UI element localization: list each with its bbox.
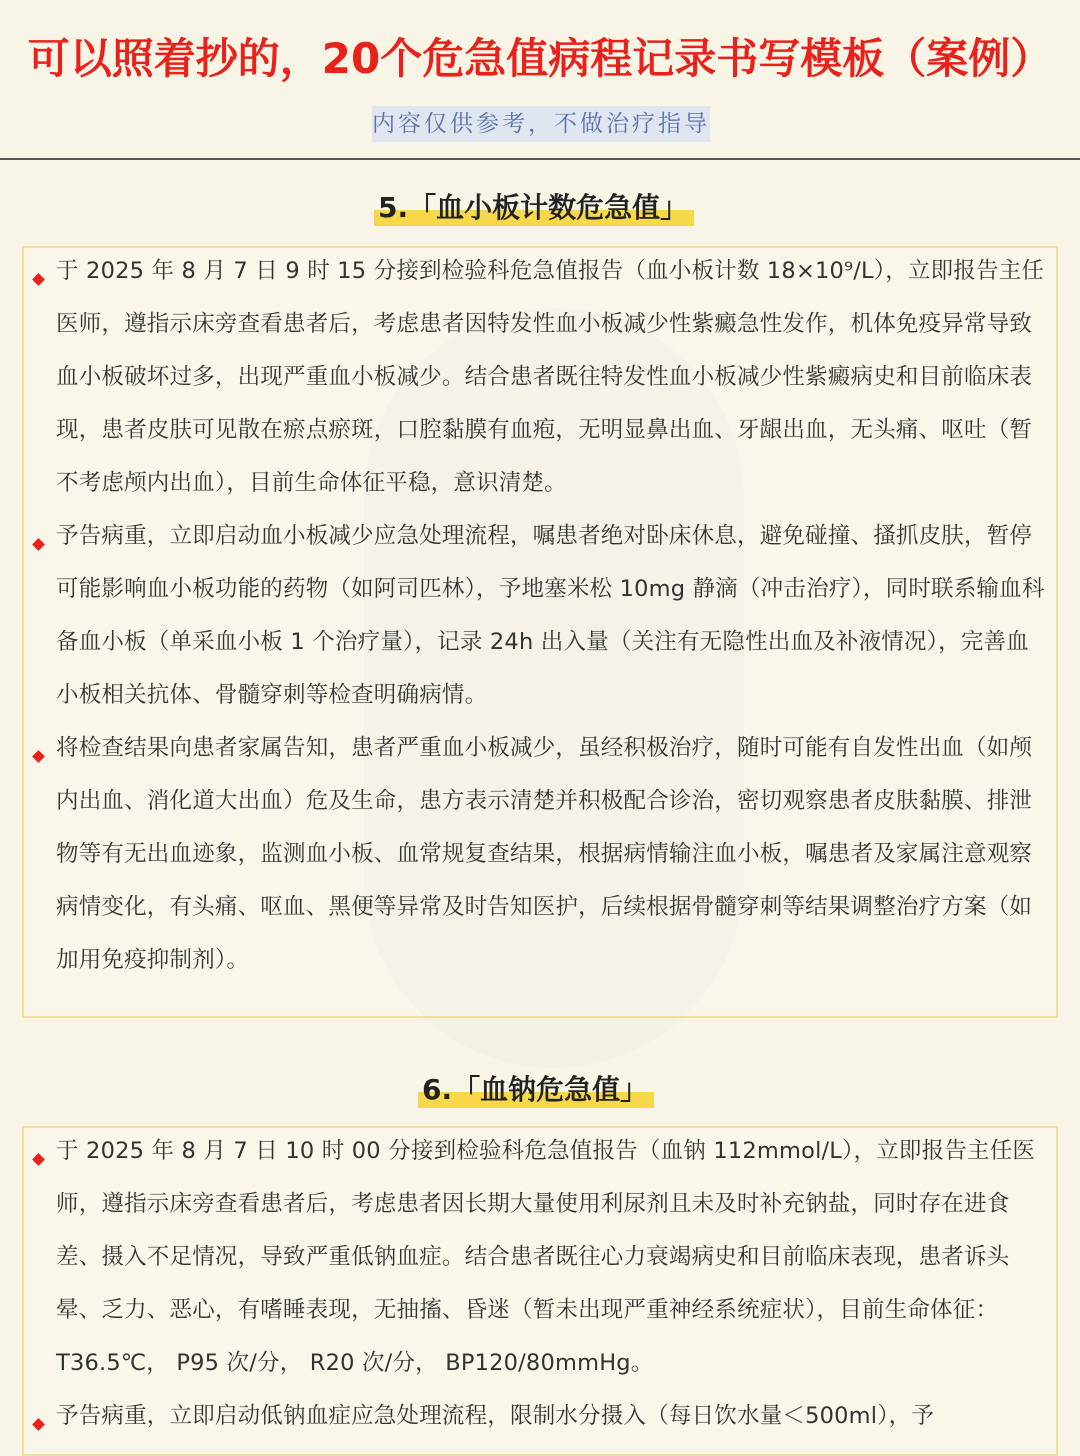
list-item-text: 予告病重，立即启动血小板减少应急处理流程，嘱患者绝对卧床休息，避免碰撞、搔抓皮肤，暂停可能影响血小板功能的药物（如阿司匹林），予地塞米松 10mg 静滴（冲击治疗），同时联系输血科备血小板（单采血小板 1 个治疗量），记录 24h 出入量（关注有无隐性出血及补液情况），完善血小板相关抗体、骨髓穿刺等检查明确病情。 xyxy=(56,523,1045,708)
list-item-text: 于 2025 年 8 月 7 日 9 时 15 分接到检验科危急值报告（血小板计数 18×10⁹/L），立即报告主任医师，遵指示床旁查看患者后，考虑患者因特发性血小板减少性紫癜急性发作，机体免疫异常导致血小板破坏过多，出现严重血小板减少。结合患者既往特发性血小板减少性紫癜病史和目前临床表现，患者皮肤可见散在瘀点瘀斑，口腔黏膜有血疱，无明显鼻出血、牙龈出血，无头痛、呕吐（暂不考虑颅内出血），目前生命体征平稳，意识清楚。 xyxy=(56,258,1045,496)
page-header xyxy=(0,0,1080,160)
section-title-platelet xyxy=(378,186,688,226)
page-title: 可以照着抄的，20个危急值病程记录书写模板（案例） xyxy=(27,34,1053,83)
diamond-bullet-icon xyxy=(32,273,45,286)
section-card-platelet xyxy=(22,246,1058,1018)
section-card-sodium xyxy=(22,1126,1058,1456)
list-item-text: 将检查结果向患者家属告知，患者严重血小板减少，虽经积极治疗，随时可能有自发性出血（如颅内出血、消化道大出血）危及生命，患方表示清楚并积极配合诊治，密切观察患者皮肤黏膜、排泄物等有无出血迹象，监测血小板、血常规复查结果，根据病情输注血小板，嘱患者及家属注意观察病情变化，有头痛、呕血、黑便等异常及时告知医护，后续根据骨髓穿刺等结果调整治疗方案（如加用免疫抑制剂）。 xyxy=(56,735,1033,973)
diamond-bullet-icon xyxy=(32,538,45,551)
diamond-bullet-icon xyxy=(32,1418,45,1431)
section-title-sodium xyxy=(422,1068,648,1108)
section-title-text: 6.「血钠危急值」 xyxy=(422,1073,649,1106)
diamond-bullet-icon xyxy=(32,1153,45,1166)
page-subtitle: 内容仅供参考，不做治疗指导 xyxy=(372,106,710,142)
list-item-text: 予告病重，立即启动低钠血症应急处理流程，限制水分摄入（每日饮水量＜500ml），予 xyxy=(56,1403,935,1429)
section-title-text: 5.「血小板计数危急值」 xyxy=(378,191,689,224)
diamond-bullet-icon xyxy=(32,750,45,763)
list-item-text: 于 2025 年 8 月 7 日 10 时 00 分接到检验科危急值报告（血钠 112mmol/L），立即报告主任医师，遵指示床旁查看患者后，考虑患者因长期大量使用利尿剂且未及时补充钠盐，同时存在进食差、摄入不足情况，导致严重低钠血症。结合患者既往心力衰竭病史和目前临床表现，患者诉头晕、乏力、恶心，有嗜睡表现，无抽搐、昏迷（暂未出现严重神经系统症状），目前生命体征： T36.5℃， P95 次/分， R20 次/分， BP120/80mmHg。 xyxy=(56,1138,1036,1376)
